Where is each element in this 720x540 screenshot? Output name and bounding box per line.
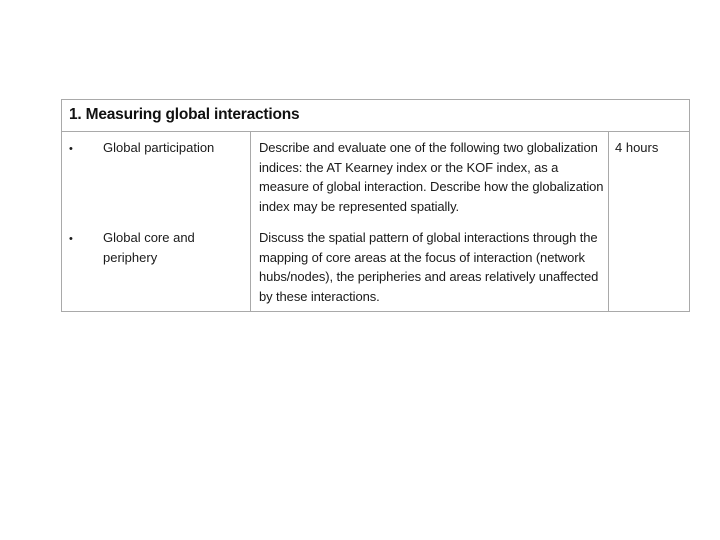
- topic-global-core-periphery: Global core and periphery: [103, 230, 195, 265]
- table-header-row: [62, 100, 689, 132]
- column-divider: [250, 132, 251, 312]
- description-global-core-periphery: Discuss the spatial pattern of global interactions through the mapping of core areas at the focus of interaction (network hubs/nodes), the peripheries and areas relatively unaffected by these interactions.: [259, 230, 599, 304]
- row-bullet: •: [69, 233, 73, 245]
- section-title: 1. Measuring global interactions: [69, 106, 300, 123]
- column-divider: [608, 132, 609, 312]
- row-bullet: •: [69, 143, 73, 155]
- syllabus-table: [61, 99, 690, 312]
- duration-label: 4 hours: [615, 140, 659, 155]
- description-global-participation: Describe and evaluate one of the following two globalization indices: the AT Kearney index or the KOF index, as a measure of global interaction. Describe how the globalization index may be represented spatially.: [259, 140, 604, 214]
- topic-global-participation: Global participation: [103, 140, 215, 155]
